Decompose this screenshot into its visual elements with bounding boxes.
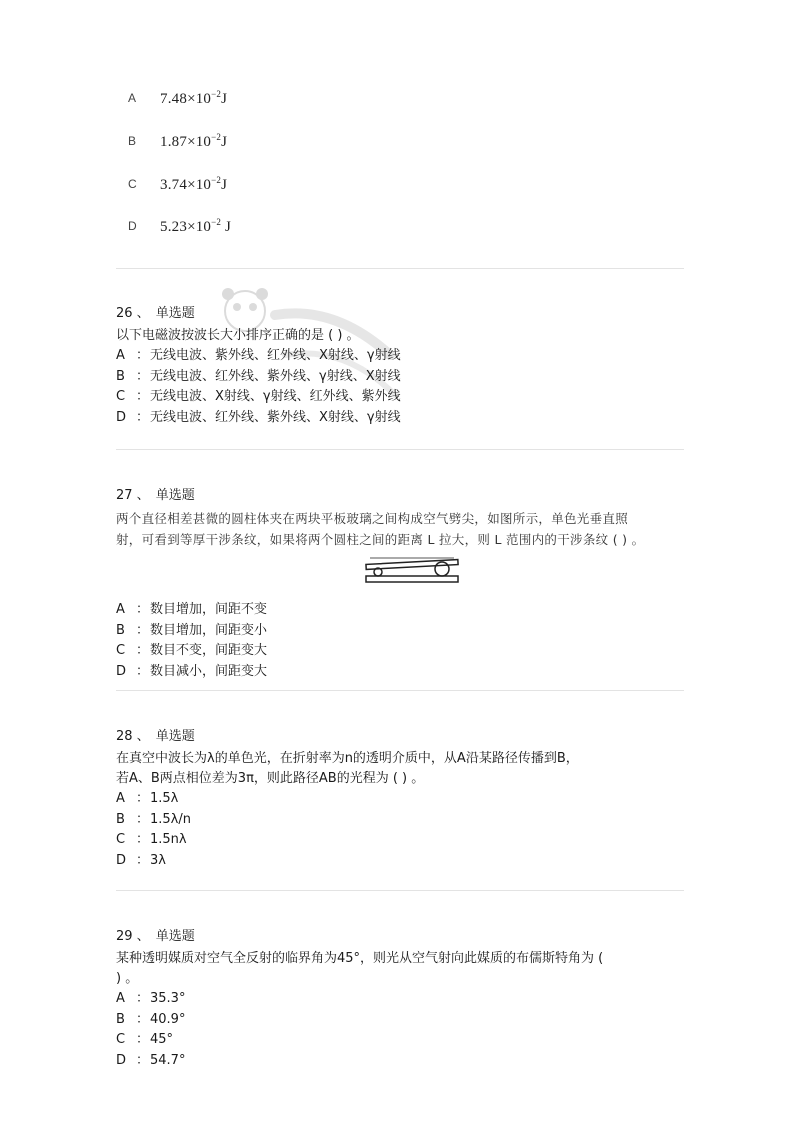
- option-b[interactable]: B ： 1.5λ/n: [116, 810, 686, 831]
- option-text: 无线电波、红外线、紫外线、X射线、γ射线: [150, 409, 401, 425]
- question-type: 单选题: [155, 306, 195, 321]
- question-header: [116, 927, 686, 947]
- option-d[interactable]: D ： 54.7°: [116, 1051, 686, 1072]
- option-text: 数目减小，间距变大: [150, 663, 268, 679]
- question-stem-line: 射，可看到等厚干涉条纹，如果将两个圆柱之间的距离 L 拉大，则 L 范围内的干涉条纹 ( ) 。: [116, 532, 645, 547]
- option-d[interactable]: D ： 数目减小，间距变大: [116, 662, 686, 683]
- divider: [116, 690, 684, 691]
- option-value: $5.23\times 10^{-2}$ J: [160, 216, 232, 235]
- divider: [116, 890, 684, 891]
- option-c[interactable]: C ： 45°: [116, 1030, 686, 1051]
- question-type: 单选题: [155, 929, 195, 944]
- question-type: 单选题: [155, 729, 195, 744]
- option-letter: C: [128, 177, 137, 191]
- option-text: 1.5nλ: [150, 832, 187, 847]
- option-c[interactable]: C ： 无线电波、X射线、γ射线、红外线、紫外线: [116, 387, 686, 408]
- question-number: 29 、: [116, 929, 150, 944]
- question-29: [116, 927, 686, 1071]
- question-stem-line: ) 。: [116, 971, 139, 986]
- option-text: 3λ: [150, 852, 166, 868]
- option-b[interactable]: B ： 40.9°: [116, 1010, 686, 1031]
- option-a[interactable]: A ： 1.5λ: [116, 789, 686, 810]
- option-b[interactable]: B ： 数目增加，间距变小: [116, 621, 686, 642]
- option-c[interactable]: [128, 172, 227, 196]
- question-27: [116, 486, 686, 682]
- question-stem-line: 若A、B两点相位差为3π，则此路径AB的光程为 ( ) 。: [116, 771, 425, 786]
- option-value: $3.74\times 10^{-2}J$: [160, 174, 228, 193]
- option-b[interactable]: B ： 无线电波、红外线、紫外线、γ射线、X射线: [116, 367, 686, 388]
- air-wedge-figure: [364, 554, 460, 588]
- option-d[interactable]: [128, 214, 231, 238]
- option-d[interactable]: D ： 无线电波、红外线、紫外线、X射线、γ射线: [116, 408, 686, 429]
- option-text: 40.9°: [150, 1011, 186, 1027]
- question-number: 26 、: [116, 306, 150, 321]
- question-number: 27 、: [116, 488, 150, 503]
- option-value: $7.48\times 10^{-2}J$: [160, 88, 228, 107]
- option-b[interactable]: [128, 129, 227, 153]
- option-c[interactable]: C ： 数目不变，间距变大: [116, 641, 686, 662]
- option-text: 45°: [150, 1032, 174, 1047]
- question-number: 28 、: [116, 729, 150, 744]
- question-stem-line: 某种透明媒质对空气全反射的临界角为45°，则光从空气射向此媒质的布儒斯特角为 (: [116, 951, 604, 966]
- option-value: $1.87\times 10^{-2}J$: [160, 131, 228, 150]
- option-a[interactable]: [128, 86, 227, 110]
- option-text: 数目增加，间距不变: [150, 602, 268, 617]
- question-stem-line: 两个直径相差甚微的圆柱体夹在两块平板玻璃之间构成空气劈尖，如图所示，单色光垂直照: [116, 511, 629, 526]
- option-text: 54.7°: [150, 1052, 186, 1068]
- option-a[interactable]: A ： 数目增加，间距不变: [116, 600, 686, 621]
- option-text: 1.5λ: [150, 791, 179, 806]
- question-stem-line: 在真空中波长为λ的单色光，在折射率为n的透明介质中，从A沿某路径传播到B，: [116, 751, 579, 766]
- divider: [116, 449, 684, 450]
- option-text: 无线电波、X射线、γ射线、红外线、紫外线: [150, 389, 401, 404]
- option-text: 无线电波、红外线、紫外线、γ射线、X射线: [150, 368, 401, 384]
- question-header: [116, 727, 686, 747]
- question-26: [116, 304, 686, 428]
- option-a[interactable]: A ： 无线电波、紫外线、红外线、X射线、γ射线: [116, 346, 686, 367]
- option-c[interactable]: C ： 1.5nλ: [116, 830, 686, 851]
- option-letter: B: [128, 134, 137, 148]
- divider: [116, 268, 684, 269]
- option-letter: D: [128, 219, 137, 233]
- option-a[interactable]: A ： 35.3°: [116, 989, 686, 1010]
- question-stem: 以下电磁波按波长大小排序正确的是 ( ) 。: [116, 328, 360, 343]
- option-text: 1.5λ/n: [150, 811, 191, 827]
- question-header: [116, 486, 686, 506]
- option-text: 数目不变，间距变大: [150, 643, 268, 658]
- question-type: 单选题: [155, 488, 195, 503]
- option-text: 无线电波、紫外线、红外线、X射线、γ射线: [150, 348, 401, 363]
- option-d[interactable]: D ： 3λ: [116, 851, 686, 872]
- question-header: [116, 304, 686, 324]
- option-letter: A: [128, 91, 137, 105]
- option-text: 35.3°: [150, 991, 186, 1006]
- question-28: [116, 727, 686, 871]
- option-text: 数目增加，间距变小: [150, 622, 268, 638]
